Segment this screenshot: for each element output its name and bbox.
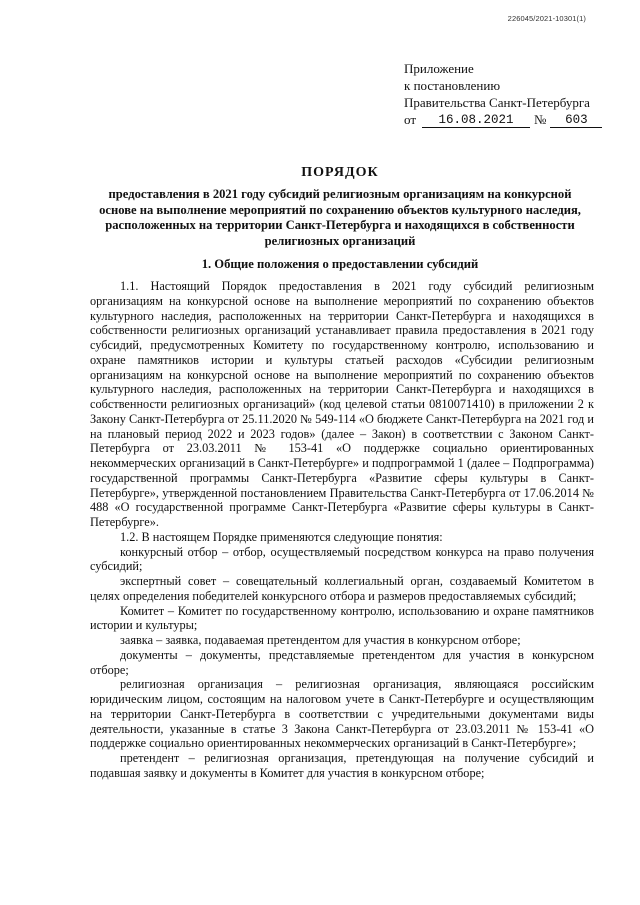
document-subtitle: предоставления в 2021 году субсидий религиозным организациям на конкурсной основе на выполнение мероприятий по сохранению объектов культурного наследия, расположенных на территории Санкт-Петербурга и находящихся в собственности религиозных организаций <box>99 187 581 248</box>
resolution-date: 16.08.2021 <box>422 113 530 128</box>
annex-block <box>404 60 604 128</box>
annex-line-2: к постановлению <box>404 78 501 93</box>
annex-date-row <box>404 111 604 128</box>
resolution-number: 603 <box>550 113 602 128</box>
paragraph: религиозная организация – религиозная организация, являющаяся российским юридическим лицом, состоящим на налоговом учете в Санкт-Петербурге и осуществляющим на территории Санкт-Петербурга в соответствии с учредительными документами виды деятельности, указанные в статье 3 Закона Санкт-Петербурга от 23.03.2011 № 153-41 «О поддержке социально ориентированных некоммерческих организаций в Санкт-Петербурге»; <box>90 677 594 751</box>
paragraph: 1.2. В настоящем Порядке применяются следующие понятия: <box>120 529 443 544</box>
paragraph: 1.1. Настоящий Порядок предоставления в 2021 году субсидий религиозным организациям на конкурсной основе на выполнение мероприятий по сохранению объектов культурного наследия, расположенных на территории Санкт-Петербурга и находящихся в собственности религиозных организаций устанавливает правила предоставления в 2021 году субсидий, предусмотренных Комитету по государственному контролю, использованию и охране памятников истории и культуры статьей расходов «Субсидии религиозным организациям на конкурсной основе на выполнение мероприятий по сохранению объектов культурного наследия, расположенных на территории Санкт-Петербурга и находящихся в собственности религиозных организаций» (код целевой статьи 0810071410) в приложении 2 к Закону Санкт-Петербурга от 25.11.2020 № 549-114 «О бюджете Санкт-Петербурга на 2021 год и на плановый период 2022 и 2023 годов» (далее – Закон) в соответствии с Законом Санкт-Петербурга от 23.03.2011 № 153-41 «О поддержке социально ориентированных некоммерческих организаций в Санкт-Петербурге» и подпрограммой 1 (далее – Подпрограмма) государственной программы Санкт-Петербурга «Развитие сферы культуры в Санкт-Петербурге», утвержденной постановлением Правительства Санкт-Петербурга от 17.06.2014 № 488 «О государственной программе Санкт-Петербурга «Развитие сферы культуры в Санкт-Петербурге». <box>90 279 594 529</box>
annex-line-1: Приложение <box>404 61 474 76</box>
annex-line-3: Правительства Санкт-Петербурга <box>404 95 590 110</box>
section-title: 1. Общие положения о предоставлении субсидий <box>201 257 479 271</box>
document-heading <box>90 165 590 249</box>
paragraph: Комитет – Комитет по государственному контролю, использованию и охране памятников истории и культуры; <box>90 603 594 633</box>
date-prefix: от <box>404 112 417 127</box>
paragraph: документы – документы, представляемые претендентом для участия в конкурсном отборе; <box>90 647 594 677</box>
document-title: ПОРЯДОК <box>301 165 379 180</box>
paragraph: экспертный совет – совещательный коллегиальный орган, создаваемый Комитетом в целях определения победителей конкурсного отбора и размеров предоставляемых субсидий; <box>90 574 594 603</box>
registry-code: 226045/2021-10301(1) <box>507 14 586 23</box>
paragraph: заявка – заявка, подаваемая претендентом для участия в конкурсном отборе; <box>120 633 521 647</box>
paragraph: претендент – религиозная организация, претендующая на получение субсидий и подавшая заявку и документы в Комитет для участия в конкурсном отборе; <box>90 751 594 780</box>
paragraph: конкурсный отбор – отбор, осуществляемый посредством конкурса на право получения субсидий; <box>90 544 594 574</box>
document-body <box>90 279 594 781</box>
number-prefix: № <box>534 112 547 127</box>
